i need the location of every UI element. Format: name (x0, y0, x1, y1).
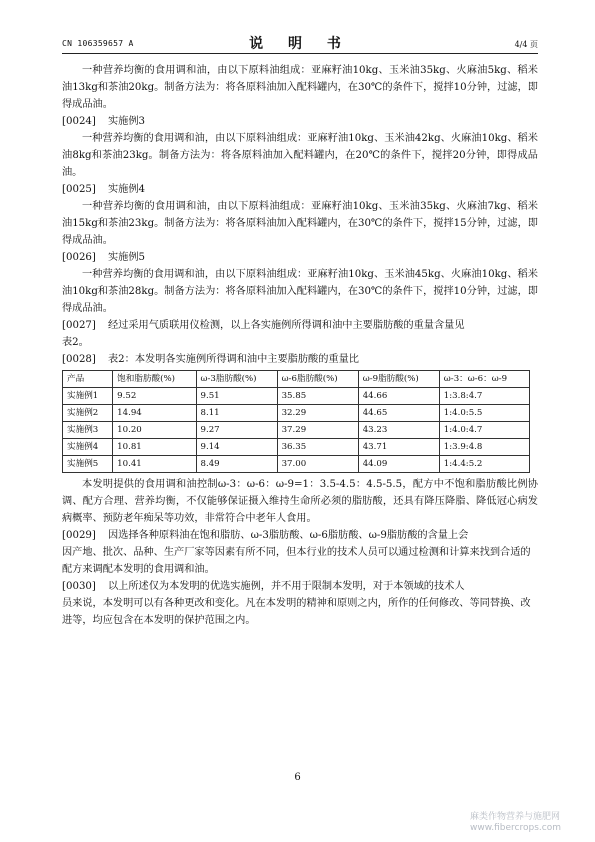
table-caption: 表2：本发明各实施例所得调和油中主要脂肪酸的重量比 (108, 354, 359, 365)
paragraph-0025-heading (62, 181, 538, 198)
paragraph-example4-body: 一种营养均衡的食用调和油，由以下原料油组成：亚麻籽油10kg、玉米油35kg、火麻油7kg、稻米油15kg和茶油23kg。制备方法为：将各原料油加入配料罐内，在30℃的条件下，搅拌15分钟，过滤，即得成品油。 (62, 201, 538, 246)
table-cell: 实施例4 (63, 439, 113, 456)
table-cell: 36.35 (277, 439, 358, 456)
paragraph-number: [0030] (62, 581, 96, 592)
page-number: 6 (294, 772, 301, 783)
table-cell: 44.65 (358, 405, 439, 422)
table-cell: 9.14 (196, 439, 277, 456)
watermark-site-name: 麻类作物营养与施肥网 (470, 812, 561, 822)
paragraph-text-continued: 因产地、批次、品种、生产厂家等因素有所不同，但本行业的技术人员可以通过检测和计算来找到合适的配方来调配本发明的食用调和油。 (62, 547, 531, 575)
page-header (62, 33, 538, 53)
table-cell: 9.52 (113, 388, 196, 405)
table-cell: 44.09 (358, 456, 439, 473)
table-cell: 1:4.0:5.5 (439, 405, 529, 422)
table-cell: 8.11 (196, 405, 277, 422)
table-cell: 35.85 (277, 388, 358, 405)
fatty-acid-table (62, 370, 530, 473)
table-row (63, 439, 530, 456)
table-cell: 8.49 (196, 456, 277, 473)
table-cell: 37.00 (277, 456, 358, 473)
table-cell: 44.66 (358, 388, 439, 405)
paragraph-0030 (62, 578, 538, 629)
section-heading: 实施例4 (108, 184, 146, 195)
table-cell: 实施例5 (63, 456, 113, 473)
table-header-row (63, 371, 530, 388)
paragraph-text-continued: 员来说，本发明可以有各种更改和变化。凡在本发明的精神和原则之内，所作的任何修改、等同替换、改进等，均应包含在本发明的保护范围之内。 (62, 598, 531, 626)
watermark-url: www.fibercrops.com (470, 823, 561, 833)
paragraph-example5-body: 一种营养均衡的食用调和油，由以下原料油组成：亚麻籽油10kg、玉米油45kg、火麻油10kg、稻米油10kg和茶油28kg。制备方法为：将各原料油加入配料罐内，在30℃的条件下，搅拌10分钟，过滤，即得成品油。 (62, 269, 538, 314)
paragraph-text-continued: 表2。 (62, 337, 89, 348)
paragraph-0028-caption (62, 351, 538, 368)
paragraph-number: [0025] (62, 184, 96, 195)
paragraph-ratio-summary: 本发明提供的食用调和油控制ω-3：ω-6：ω-9=1：3.5-4.5：4.5-5.5，配方中不饱和脂肪酸比例协调、配方合理、营养均衡，不仅能够保证摄入维持生命所必须的脂肪酸，还具有降压降脂、降低冠心病发病概率、预防老年痴呆等功效，非常符合中老年人食用。 (62, 479, 538, 524)
column-header: ω-9脂肪酸(%) (358, 371, 439, 388)
paragraph-number: [0026] (62, 252, 96, 263)
paragraph-0024-heading (62, 113, 538, 130)
table-cell: 1:3.8:4.7 (439, 388, 529, 405)
table-cell: 43.71 (358, 439, 439, 456)
page-indicator: 4/4 页 (514, 40, 538, 49)
table-cell: 实施例3 (63, 422, 113, 439)
column-header: 饱和脂肪酸(%) (113, 371, 196, 388)
column-header: ω-3：ω-6：ω-9 (439, 371, 529, 388)
table-row (63, 422, 530, 439)
paragraph-text: 经过采用气质联用仪检测，以上各实施例所得调和油中主要脂肪酸的重量含量见 (108, 320, 465, 331)
table-cell: 10.20 (113, 422, 196, 439)
paragraph-number: [0027] (62, 320, 96, 331)
document-body (62, 62, 538, 629)
table-cell: 37.29 (277, 422, 358, 439)
table-cell: 实施例2 (63, 405, 113, 422)
column-header: ω-6脂肪酸(%) (277, 371, 358, 388)
table-cell: 32.29 (277, 405, 358, 422)
paragraph-example3-body: 一种营养均衡的食用调和油，由以下原料油组成：亚麻籽油10kg、玉米油42kg、火麻油10kg、稻米油8kg和茶油23kg。制备方法为：将各原料油加入配料罐内，在20℃的条件下，搅拌20分钟，即得成品油。 (62, 133, 538, 178)
patent-number: CN 106359657 A (62, 39, 134, 48)
table-cell: 43.23 (358, 422, 439, 439)
table-row (63, 388, 530, 405)
table-row (63, 456, 530, 473)
paragraph-0026-heading (62, 249, 538, 266)
paragraph-text: 以上所述仅为本发明的优选实施例，并不用于限制本发明，对于本领域的技术人 (108, 581, 465, 592)
table-cell: 实施例1 (63, 388, 113, 405)
paragraph-example2-body: 一种营养均衡的食用调和油，由以下原料油组成：亚麻籽油10kg、玉米油35kg、火麻油5kg、稻米油13kg和茶油20kg。制备方法为：将各原料油加入配料罐内，在30℃的条件下，搅拌10分钟，过滤，即得成品油。 (62, 65, 538, 110)
paragraph-number: [0029] (62, 530, 96, 541)
watermark (470, 812, 561, 834)
table-cell: 1:3.9:4.8 (439, 439, 529, 456)
table-cell: 10.41 (113, 456, 196, 473)
section-heading: 实施例5 (108, 252, 146, 263)
paragraph-number: [0028] (62, 354, 96, 365)
paragraph-0029 (62, 527, 538, 578)
header-divider (62, 53, 538, 54)
paragraph-0027 (62, 317, 538, 351)
paragraph-number: [0024] (62, 116, 96, 127)
paragraph-text: 因选择各种原料油在饱和脂肪、ω-3脂肪酸、ω-6脂肪酸、ω-9脂肪酸的含量上会 (108, 530, 469, 541)
table-cell: 14.94 (113, 405, 196, 422)
section-heading: 实施例3 (108, 116, 146, 127)
column-header: 产品 (63, 371, 113, 388)
table-row (63, 405, 530, 422)
table-cell: 10.81 (113, 439, 196, 456)
column-header: ω-3脂肪酸(%) (196, 371, 277, 388)
table-cell: 1:4.0:4.7 (439, 422, 529, 439)
table-cell: 9.27 (196, 422, 277, 439)
table-cell: 9.51 (196, 388, 277, 405)
document-title: 说 明 书 (249, 36, 351, 52)
table-cell: 1:4.4:5.2 (439, 456, 529, 473)
